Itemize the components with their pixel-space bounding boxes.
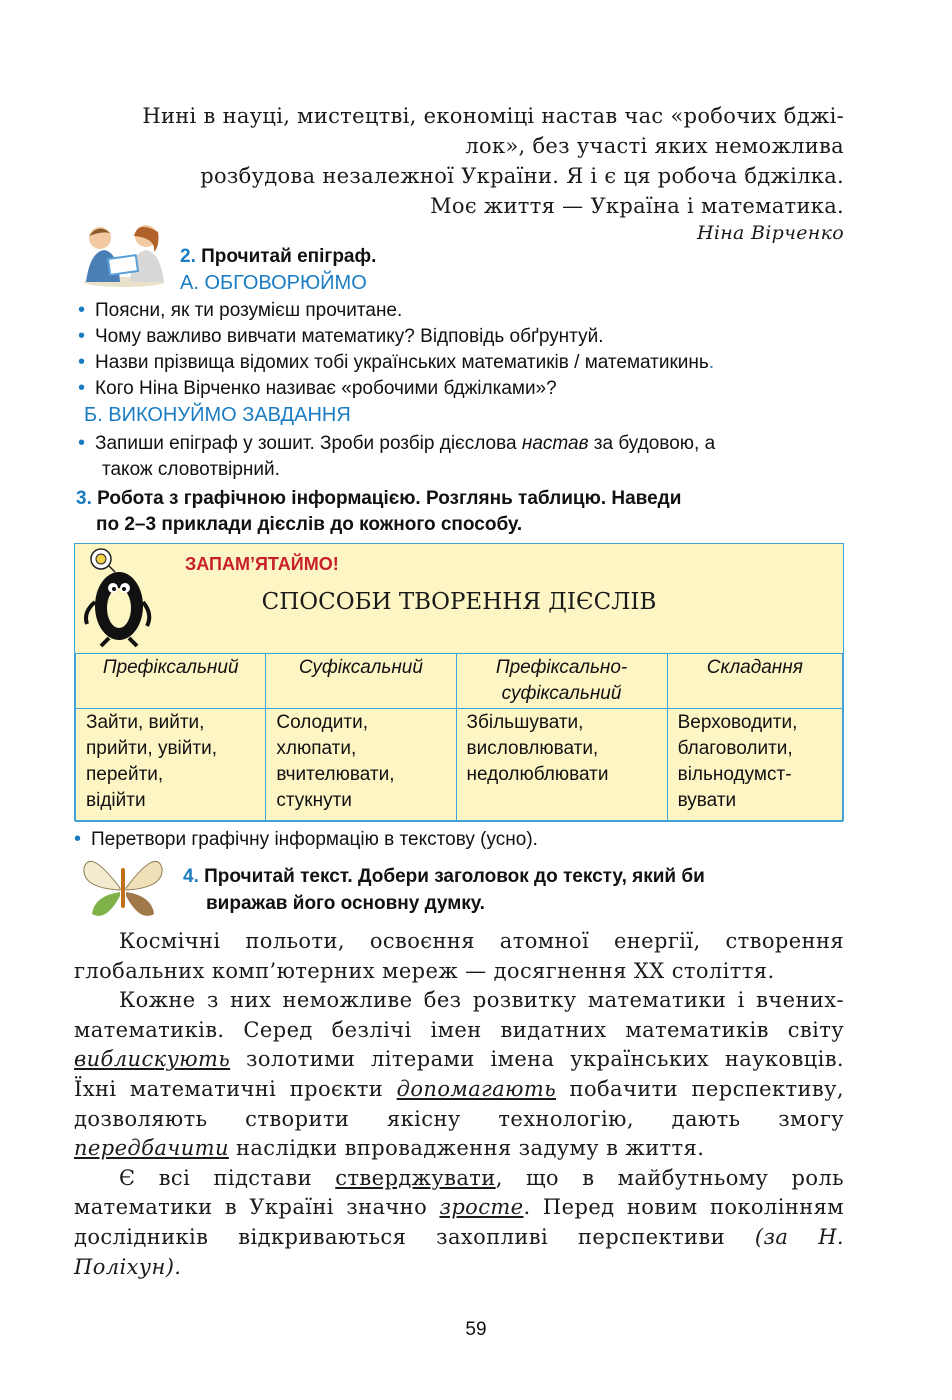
task-3-heading — [76, 486, 681, 512]
column-header: Складання — [667, 654, 842, 709]
butterfly-icon — [80, 854, 166, 924]
underlined-verb: виблискують — [74, 1047, 231, 1072]
table-cell: Зайти, вийти, прийти, увійти, перейти, відійти — [76, 709, 266, 822]
table-row — [76, 709, 843, 822]
bullet-a-3: • Назви прізвища відомих тобі українських математиків / математикинь. — [78, 351, 715, 373]
section-b-heading: Б. ВИКОНУЙМО ЗАВДАННЯ — [84, 404, 351, 426]
paragraph-2: Кожне з них неможливе без розвитку математики і вчених-математиків. Серед безлічі імен видатних математиків світу виблискують золотими літерами імена українських науковців. Їхні математичні проєкти допомагають побачити перспективу, дозволяють створити якісну технологію, дають змогу передбачити наслідки впровадження задуму в життя. — [74, 988, 844, 1161]
table-cell: Солодити, хлюпати, вчителювати, стукнути — [266, 709, 456, 822]
bullet-a-2: • Чому важливо вивчати математику? Відповідь обґрунтуй. — [78, 325, 604, 347]
rule-title: СПОСОБИ ТВОРЕННЯ ДІЄСЛІВ — [261, 589, 657, 615]
task-4-heading — [183, 864, 705, 890]
table-cell: Верховодити, благоволити, вільнодумст- вувати — [667, 709, 842, 822]
epigraph-line-3: розбудова незалежної України. Я і є ця робоча бджілка. — [200, 164, 844, 188]
task-3-line-2: по 2–3 приклади дієслів до кожного способу. — [96, 514, 523, 535]
epigraph-line-4: Моє життя — Україна і математика. — [430, 194, 844, 218]
task-2-heading — [180, 244, 376, 270]
task-3-number: 3. — [76, 488, 92, 509]
reading-text — [74, 927, 844, 1282]
bullet-b-1: • Запиши епіграф у зошит. Зроби розбір дієслова настав за будовою, а — [78, 432, 716, 454]
task-2-title: Прочитай епіграф. — [201, 246, 377, 267]
task-4-line-1: Прочитай текст. Добери заголовок до тексту, який би — [204, 866, 705, 887]
table-header-row — [76, 654, 843, 709]
table-cell: Збільшувати, висловлювати, недолюблювати — [456, 709, 667, 822]
bullet-a-4: • Кого Ніна Вірченко називає «робочими бджілками»? — [78, 377, 557, 399]
bullet-after-table: • Перетвори графічну інформацію в текстову (усно). — [74, 828, 538, 850]
task-3-line-1: Робота з графічною інформацією. Розглянь таблицю. Наведи — [97, 488, 682, 509]
section-a-heading: А. ОБГОВОРЮЙМО — [180, 272, 367, 294]
epigraph-line-2: лок», без участі яких неможлива — [465, 134, 844, 158]
paragraph-1: Космічні польоти, освоєння атомної енергії, створення глобальних комп’ютерних мереж — досягнення ХХ століття. — [74, 929, 844, 983]
rule-box — [74, 543, 844, 821]
underlined-verb: стверджувати — [335, 1165, 496, 1190]
formation-table — [75, 653, 843, 822]
task-4-line-2: виражав його основну думку. — [206, 893, 485, 914]
epigraph-line-1: Нині в науці, мистецтві, економіці настав час «робочих бджі- — [142, 104, 844, 128]
underlined-verb: передбачити — [74, 1136, 229, 1161]
bullet-b-1-continued: також словотвірний. — [102, 459, 280, 480]
epigraph-author: Ніна Вірченко — [697, 222, 844, 244]
underlined-verb: зросте — [439, 1195, 524, 1220]
column-header: Суфіксальний — [266, 654, 456, 709]
task-4-number: 4. — [183, 866, 199, 887]
rule-label: ЗАПАМ’ЯТАЙМО! — [185, 554, 339, 574]
underlined-verb: допомагають — [396, 1076, 557, 1101]
task-2-number: 2. — [180, 246, 196, 267]
bullet-a-1: • Поясни, як ти розумієш прочитане. — [78, 299, 403, 321]
source-citation: (за Н. Поліхун). — [74, 1224, 844, 1279]
column-header: Префіксально- суфіксальний — [456, 654, 667, 709]
column-header: Префіксальний — [76, 654, 266, 709]
discussion-illustration — [78, 222, 170, 288]
paragraph-3: Є всі підстави стверджувати, що в майбутньому роль математики в Україні значно зросте. Перед новим поколінням дослідників відкриваються захопливі перспективи (за Н. Поліхун). — [74, 1165, 844, 1279]
page-number: 59 — [465, 1319, 487, 1340]
